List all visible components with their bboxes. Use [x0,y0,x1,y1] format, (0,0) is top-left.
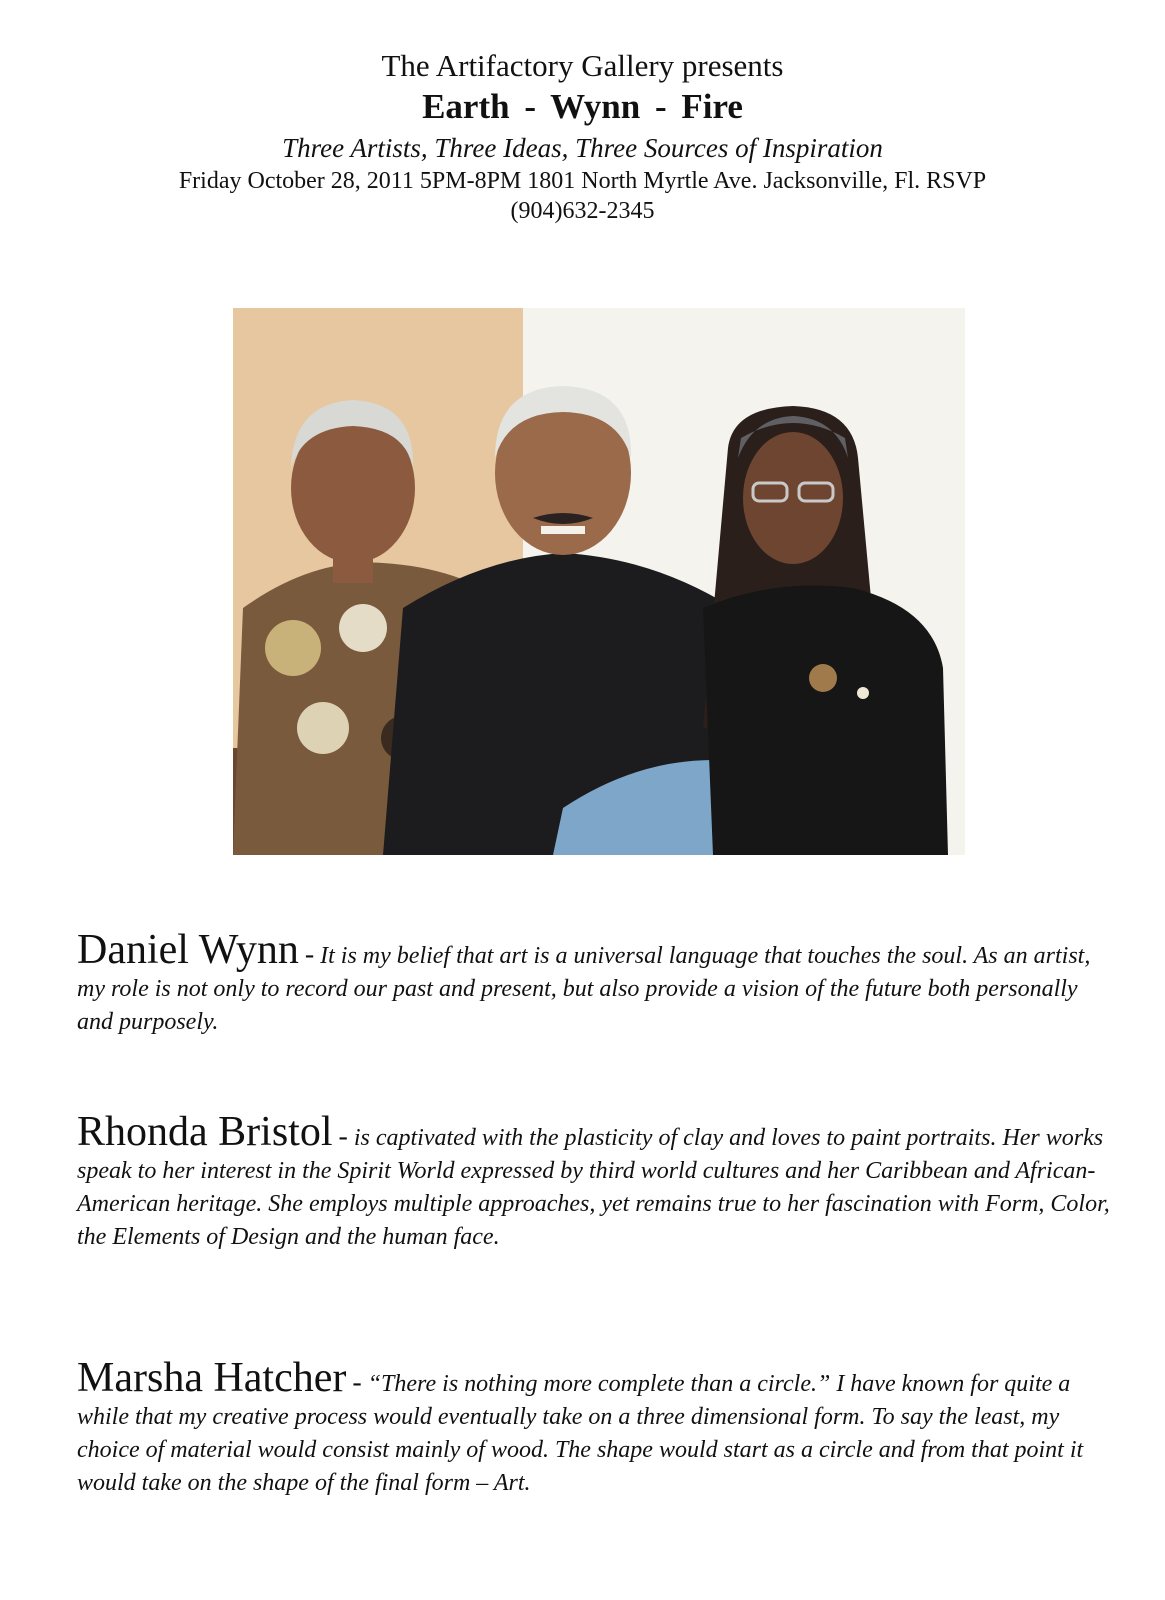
artist-statement: is captivated with the plasticity of clay and loves to paint portraits. Her works speak to her interest in the Spirit World expressed by third world cultures and her Caribbean and African-American heritage. She employs multiple approaches, yet remains true to her fascination with Form, Color, the Elements of Design and the human face. [77,1125,1110,1250]
name-separator: - [352,1367,362,1398]
flyer-header [0,46,1165,226]
gallery-presents: The Artifactory Gallery presents [381,48,784,83]
artist-statement: It is my belief that art is a universal language that touches the soul. As an artist, my role is not only to record our past and present, but also provide a vision of the future both personally and purposely. [77,943,1091,1035]
artist-bio-rhonda-bristol [77,1109,1117,1254]
group-portrait-photo [233,308,965,855]
artist-name: Rhonda Bristol [77,1109,333,1155]
artist-statement: “There is nothing more complete than a circle.” I have known for quite a while that my creative process would eventually take on a three dimensional form. To say the least, my choice of material would consist mainly of wood. The shape would start as a circle and from that point it would take on the shape of the final form – Art. [77,1371,1084,1496]
artist-bio-daniel-wynn [77,927,1117,1039]
event-details: Friday October 28, 2011 5PM-8PM 1801 North Myrtle Ave. Jacksonville, Fl. RSVP [178,168,987,194]
exhibition-title: Earth - Wynn - Fire [422,87,743,126]
name-separator: - [304,939,315,970]
artist-name: Marsha Hatcher [77,1355,347,1401]
rsvp-phone: (904)632-2345 [510,198,655,224]
exhibition-tagline: Three Artists, Three Ideas, Three Sources of Inspiration [282,133,883,163]
name-separator: - [338,1121,348,1152]
artist-name: Daniel Wynn [77,927,299,973]
artist-bio-marsha-hatcher [77,1355,1117,1500]
